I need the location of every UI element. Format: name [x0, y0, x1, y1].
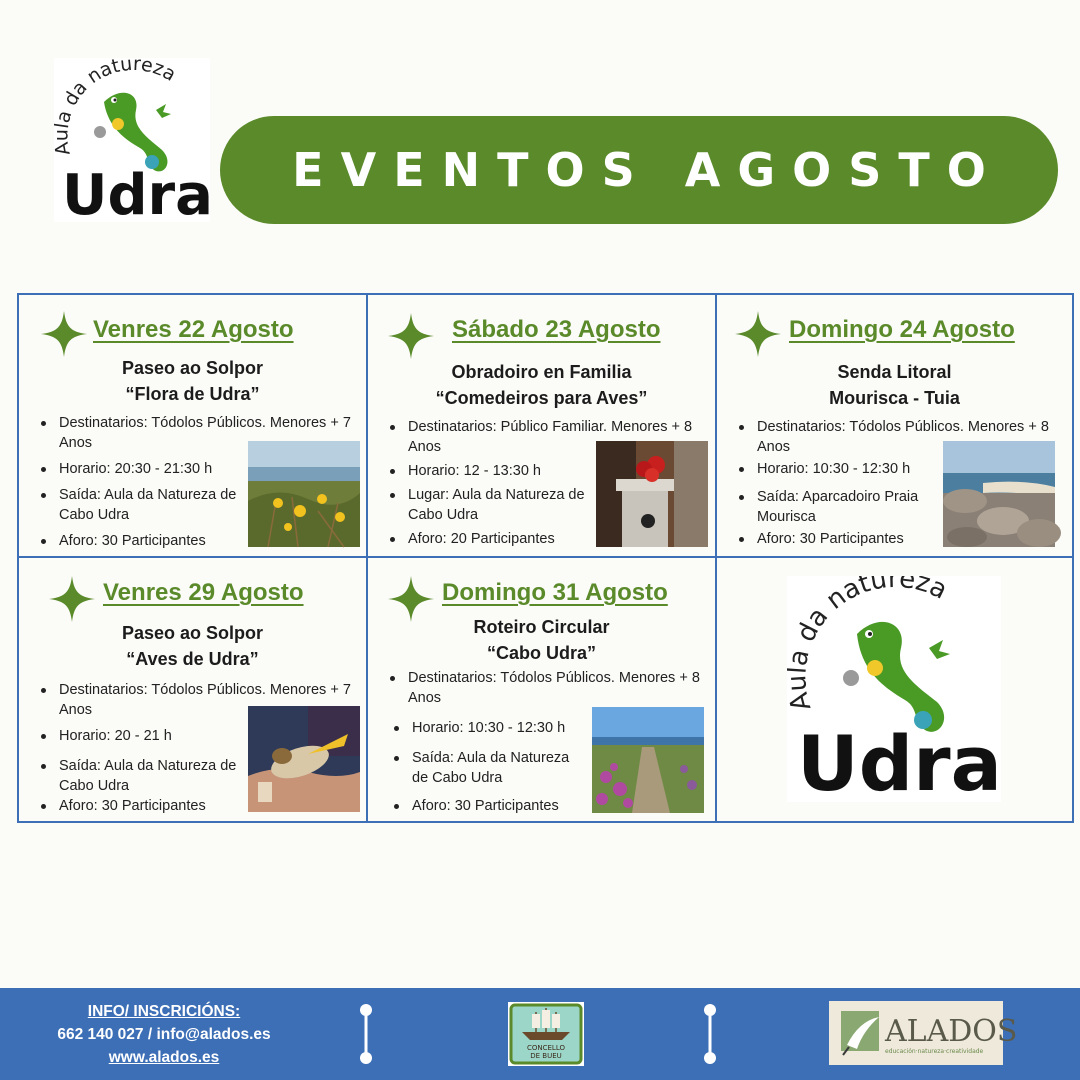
- event-title: [368, 614, 715, 666]
- detail-audience: Destinatarios: Público Familiar. Menores + 8 Anos: [386, 417, 706, 457]
- star-icon: [49, 576, 95, 622]
- concello-text: DE BUEU: [530, 1052, 562, 1060]
- udra-logo-graphic: [54, 58, 210, 222]
- event-card-domingo-24: [717, 295, 1072, 558]
- udra-logo-large: [787, 576, 1001, 802]
- detail-audience: Destinatarios: Tódolos Públicos. Menores + 7 Anos: [37, 680, 367, 720]
- coastal-flowers-photo: [248, 441, 360, 547]
- event-card-venres-29: [19, 558, 368, 821]
- detail-audience: Destinatarios: Tódolos Públicos. Menores + 8 Anos: [735, 417, 1055, 457]
- event-header: [368, 311, 715, 357]
- alados-tagline: educación·natureza·creatividade: [885, 1048, 984, 1055]
- event-header: [19, 574, 366, 620]
- logo-cell: [717, 558, 1072, 821]
- detail-place: Lugar: Aula da Natureza de Cabo Udra: [386, 485, 596, 525]
- concello-bueu-logo: [508, 1002, 584, 1066]
- contact-info: [36, 1000, 292, 1069]
- event-title-line: “Comedeiros para Aves”: [435, 388, 648, 408]
- detail-audience: Destinatarios: Tódolos Públicos. Menores + 8 Anos: [386, 668, 706, 708]
- detail-capacity: Aforo: 30 Participantes: [735, 529, 935, 549]
- detail-departure: Saída: Aparcadoiro Praia Mourisca: [735, 487, 935, 527]
- bird-in-hand-photo: [248, 706, 360, 812]
- alados-logo: [829, 1001, 1018, 1065]
- event-title: [368, 359, 715, 411]
- heather-trail-photo: [592, 707, 704, 813]
- event-title-line: Paseo ao Solpor: [121, 623, 264, 643]
- star-icon: [388, 313, 434, 359]
- concello-text: CONCELLO: [526, 1044, 566, 1052]
- event-title-line: Paseo ao Solpor: [121, 358, 264, 378]
- event-header: [19, 311, 366, 357]
- detail-departure: Saída: Aula da Natureza de Cabo Udra: [390, 748, 580, 788]
- udra-logo: [54, 58, 210, 222]
- event-title: [19, 355, 366, 407]
- detail-capacity: Aforo: 30 Participantes: [390, 796, 590, 816]
- detail-schedule: Horario: 12 - 13:30 h: [386, 461, 586, 481]
- star-icon: [41, 311, 87, 357]
- udra-logo-graphic: [787, 576, 1001, 802]
- event-date: Sábado 23 Agosto: [452, 316, 661, 343]
- rocky-beach-photo: [943, 441, 1055, 547]
- detail-departure: Saída: Aula da Natureza de Cabo Udra: [37, 485, 253, 525]
- event-header: [717, 311, 1072, 357]
- separator-icon: [358, 1002, 374, 1066]
- logo-arc-text: a da natureza: [54, 58, 180, 126]
- separator-icon: [702, 1002, 718, 1066]
- detail-schedule: Horario: 10:30 - 12:30 h: [390, 718, 590, 738]
- detail-capacity: Aforo: 30 Participantes: [37, 531, 257, 551]
- event-title: [717, 359, 1072, 411]
- event-title-line: Roteiro Circular: [473, 617, 610, 637]
- detail-schedule: Horario: 20 - 21 h: [37, 726, 237, 746]
- alados-name: ALADOS: [885, 1014, 1018, 1049]
- event-title-line: Obradoiro en Familia: [451, 362, 632, 382]
- detail-departure: Saída: Aula da Natureza de Cabo Udra: [37, 756, 253, 796]
- event-date: Domingo 24 Agosto: [789, 316, 1015, 343]
- event-title: [19, 620, 366, 672]
- event-date: Venres 22 Agosto: [93, 316, 294, 343]
- event-card-domingo-31: [368, 558, 717, 821]
- logo-word: Udra: [62, 163, 210, 222]
- detail-audience: Destinatarios: Tódolos Públicos. Menores + 7 Anos: [37, 413, 367, 453]
- event-title-line: “Cabo Udra”: [486, 643, 596, 663]
- event-title-line: “Flora de Udra”: [125, 384, 260, 404]
- events-grid: [17, 293, 1074, 823]
- title-banner: [220, 116, 1058, 224]
- event-date: Domingo 31 Agosto: [442, 579, 668, 606]
- star-icon: [735, 311, 781, 357]
- logo-arc-text: A da natureza: [787, 576, 952, 715]
- page-title: EVENTOS AGOSTO: [292, 143, 1003, 197]
- event-card-sabado-23: [368, 295, 717, 558]
- event-title-line: “Aves de Udra”: [126, 649, 259, 669]
- info-label: INFO/ INSCRICIÓNS:: [87, 1003, 241, 1020]
- detail-capacity: Aforo: 20 Participantes: [386, 529, 596, 549]
- event-title-line: Mourisca - Tuia: [829, 388, 960, 408]
- bird-feeder-photo: [596, 441, 708, 547]
- detail-schedule: Horario: 20:30 - 21:30 h: [37, 459, 257, 479]
- website-link[interactable]: www.alados.es: [108, 1049, 220, 1066]
- event-title-line: Senda Litoral: [837, 362, 952, 382]
- contact-line[interactable]: 662 140 027 / info@alados.es: [57, 1026, 271, 1043]
- detail-schedule: Horario: 10:30 - 12:30 h: [735, 459, 935, 479]
- event-date: Venres 29 Agosto: [103, 579, 304, 606]
- detail-capacity: Aforo: 30 Participantes: [37, 796, 247, 816]
- event-card-venres-22: [19, 295, 368, 558]
- logo-word: Udra: [797, 719, 1001, 802]
